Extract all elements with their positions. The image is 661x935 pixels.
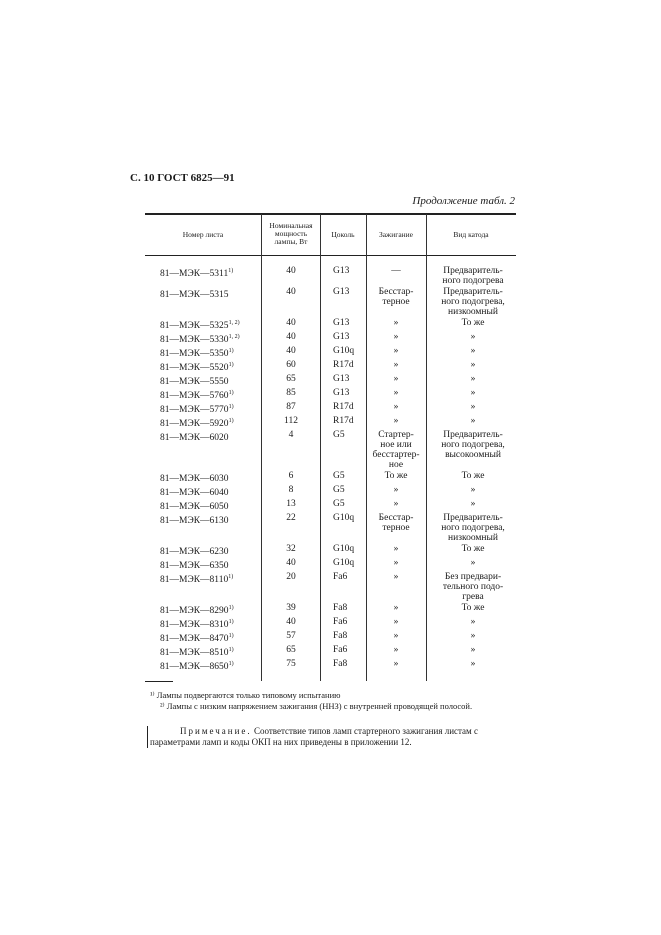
cathode-value: Без предвари- тельного подо- грева: [442, 572, 504, 602]
sheet-number-text: 81—МЭК—5350: [160, 349, 229, 360]
cathode-value: »: [470, 346, 476, 356]
cap-value: G5: [333, 499, 345, 509]
sheet-number-text: 81—МЭК—6030: [160, 474, 229, 485]
ignition-value: »: [393, 659, 399, 669]
cap-value: G10q: [333, 513, 355, 523]
sheet-number: [160, 266, 260, 279]
sheet-number: [160, 617, 260, 630]
ignition-value: »: [393, 603, 399, 613]
footnote-ref: 1): [228, 268, 234, 274]
ignition-value: »: [393, 360, 399, 370]
cathode-value: »: [470, 659, 476, 669]
cap-value: G13: [333, 318, 350, 328]
cap-value: Fa8: [333, 603, 348, 613]
cap-value: G13: [333, 266, 350, 276]
power-value: 40: [286, 318, 296, 328]
footnote-ref: 1): [228, 404, 234, 410]
sheet-number-text: 81—МЭК—5760: [160, 391, 229, 402]
ignition-value: Бесстар- терное: [378, 287, 414, 307]
cathode-value: »: [470, 416, 476, 426]
ignition-value: »: [393, 388, 399, 398]
cap-value: G13: [333, 332, 350, 342]
sheet-number-text: 81—МЭК—5770: [160, 405, 229, 416]
sheet-number: [160, 360, 260, 373]
ignition-value: —: [391, 266, 401, 276]
cathode-value: »: [470, 645, 476, 655]
cathode-value: »: [470, 388, 476, 398]
power-value: 40: [286, 617, 296, 627]
cap-value: G13: [333, 388, 350, 398]
note-text: Соответствие типов ламп стартерного зажигания листам с параметрами ламп и коды ОКП на них приведены в приложении 12.: [150, 726, 478, 747]
sheet-number: [160, 544, 260, 557]
sheet-number-text: 81—МЭК—5550: [160, 377, 229, 388]
note-label: Примечание.: [180, 726, 252, 736]
cap-value: G5: [333, 430, 345, 440]
sheet-number: [160, 287, 260, 300]
ignition-value: »: [393, 572, 399, 582]
cathode-value: »: [470, 631, 476, 641]
sheet-number: [160, 603, 260, 616]
cathode-value: »: [470, 485, 476, 495]
footnote-ref: 1): [228, 661, 234, 667]
sheet-number-text: 81—МЭК—8510: [160, 648, 229, 659]
cathode-value: Предваритель- ного подогрева, низкоомный: [441, 287, 505, 317]
power-value: 40: [286, 266, 296, 276]
sheet-number-text: 81—МЭК—8650: [160, 662, 229, 673]
cap-value: R17d: [333, 402, 354, 412]
sheet-number-text: 81—МЭК—5315: [160, 290, 229, 301]
sheet-number: [160, 318, 260, 331]
footnote-ref: 1, 2): [228, 334, 240, 340]
power-value: 65: [286, 374, 296, 384]
power-value: 40: [286, 346, 296, 356]
power-value: 13: [286, 499, 296, 509]
power-value: 4: [288, 430, 294, 440]
power-value: 39: [286, 603, 296, 613]
sheet-number: [160, 374, 260, 387]
cap-value: G10q: [333, 558, 355, 568]
sheet-number-text: 81—МЭК—8110: [160, 575, 229, 586]
footnote-2: ²⁾ Лампы с низким напряжением зажигания (ННЗ) с внутренней проводящей полосой.: [160, 701, 473, 711]
cap-value: Fa6: [333, 617, 348, 627]
sheet-number: [160, 388, 260, 401]
sheet-number-text: 81—МЭК—5311: [160, 269, 229, 280]
cap-value: G10q: [333, 544, 355, 554]
sheet-number-text: 81—МЭК—6050: [160, 502, 229, 513]
sheet-number-text: 81—МЭК—6350: [160, 561, 229, 572]
sheet-number-text: 81—МЭК—8470: [160, 634, 229, 645]
cathode-value: То же: [461, 544, 485, 554]
cathode-value: »: [470, 499, 476, 509]
footnote-rule: [145, 681, 173, 682]
cap-value: G13: [333, 374, 350, 384]
sheet-number: [160, 572, 260, 585]
cathode-value: »: [470, 617, 476, 627]
power-value: 112: [284, 416, 298, 426]
table-continuation-label: Продолжение табл. 2: [412, 195, 515, 207]
cap-value: Fa8: [333, 631, 348, 641]
ignition-value: То же: [384, 471, 408, 481]
sheet-number: [160, 430, 260, 443]
ignition-value: »: [393, 544, 399, 554]
sheet-number-text: 81—МЭК—6230: [160, 547, 229, 558]
ignition-value: »: [393, 631, 399, 641]
sheet-number-text: 81—МЭК—6040: [160, 488, 229, 499]
sheet-number: [160, 485, 260, 498]
sheet-number: [160, 645, 260, 658]
power-value: 20: [286, 572, 296, 582]
column-divider: [320, 214, 321, 681]
col-header-sheet: Номер листа: [182, 230, 224, 239]
cap-value: G13: [333, 287, 350, 297]
footnote-ref: 1): [228, 647, 234, 653]
cap-value: Fa8: [333, 659, 348, 669]
footnote-ref: 1): [228, 348, 234, 354]
footnote-ref: 1): [228, 362, 234, 368]
ignition-value: Бесстар- терное: [378, 513, 414, 533]
sheet-number: [160, 513, 260, 526]
power-value: 65: [286, 645, 296, 655]
cathode-value: »: [470, 402, 476, 412]
cathode-value: »: [470, 360, 476, 370]
column-divider: [426, 214, 427, 681]
sheet-number: [160, 558, 260, 571]
ignition-value: »: [393, 374, 399, 384]
ignition-value: »: [393, 645, 399, 655]
cap-value: R17d: [333, 416, 354, 426]
ignition-value: »: [393, 332, 399, 342]
sheet-number-text: 81—МЭК—8310: [160, 620, 229, 631]
power-value: 57: [286, 631, 296, 641]
cathode-value: »: [470, 374, 476, 384]
ignition-value: »: [393, 416, 399, 426]
cathode-value: »: [470, 332, 476, 342]
power-value: 40: [286, 558, 296, 568]
sheet-number: [160, 402, 260, 415]
col-header-ignition: Зажигание: [378, 230, 414, 239]
power-value: 8: [288, 485, 294, 495]
ignition-value: »: [393, 402, 399, 412]
power-value: 85: [286, 388, 296, 398]
sheet-number: [160, 499, 260, 512]
sheet-number: [160, 471, 260, 484]
footnote-ref: 1): [228, 390, 234, 396]
footnote-ref: 1): [228, 619, 234, 625]
cap-value: Fa6: [333, 645, 348, 655]
cathode-value: То же: [461, 603, 485, 613]
power-value: 60: [286, 360, 296, 370]
power-value: 40: [286, 287, 296, 297]
col-header-cap: Цоколь: [331, 230, 355, 239]
ignition-value: »: [393, 346, 399, 356]
sheet-number: [160, 631, 260, 644]
power-value: 6: [288, 471, 294, 481]
footnote-ref: 1): [228, 418, 234, 424]
table-top-rule: [145, 213, 516, 215]
ignition-value: »: [393, 499, 399, 509]
cap-value: G10q: [333, 346, 355, 356]
footnote-ref: 1): [228, 605, 234, 611]
sheet-number-text: 81—МЭК—5520: [160, 363, 229, 374]
sheet-number: [160, 416, 260, 429]
footnote-ref: 1): [228, 633, 234, 639]
cap-value: G5: [333, 471, 345, 481]
power-value: 40: [286, 332, 296, 342]
col-header-power: Номинальная мощность лампы, Вт: [269, 221, 313, 246]
page-header: С. 10 ГОСТ 6825—91: [130, 172, 235, 184]
cap-value: R17d: [333, 360, 354, 370]
sheet-number-text: 81—МЭК—6130: [160, 516, 229, 527]
cathode-value: То же: [461, 471, 485, 481]
table-header-rule: [145, 255, 516, 256]
ignition-value: »: [393, 318, 399, 328]
sheet-number-text: 81—МЭК—5330: [160, 335, 229, 346]
footnote-ref: 1): [228, 574, 234, 580]
power-value: 87: [286, 402, 296, 412]
sheet-number-text: 81—МЭК—8290: [160, 606, 229, 617]
footnote-1: ¹⁾ Лампы подвергаются только типовому испытанию: [150, 690, 341, 700]
sheet-number: [160, 346, 260, 359]
cathode-value: То же: [461, 318, 485, 328]
cathode-value: Предваритель- ного подогрева, низкоомный: [441, 513, 505, 543]
cathode-value: Предваритель- ного подогрева: [442, 266, 504, 286]
cap-value: G5: [333, 485, 345, 495]
note: [150, 726, 520, 748]
cathode-value: Предваритель- ного подогрева, высокоомный: [441, 430, 505, 460]
cathode-value: »: [470, 558, 476, 568]
sheet-number: [160, 332, 260, 345]
ignition-value: Стартер- ное или бесстартер- ное: [372, 430, 420, 470]
ignition-value: »: [393, 485, 399, 495]
power-value: 75: [286, 659, 296, 669]
cap-value: Fa6: [333, 572, 348, 582]
ignition-value: »: [393, 617, 399, 627]
sheet-number: [160, 659, 260, 672]
power-value: 32: [286, 544, 296, 554]
note-margin-bar: [147, 726, 148, 748]
footnote-ref: 1, 2): [228, 320, 240, 326]
col-header-cathode: Вид катода: [453, 230, 489, 239]
sheet-number-text: 81—МЭК—5920: [160, 419, 229, 430]
ignition-value: »: [393, 558, 399, 568]
sheet-number-text: 81—МЭК—5325: [160, 321, 229, 332]
sheet-number-text: 81—МЭК—6020: [160, 433, 229, 444]
power-value: 22: [286, 513, 296, 523]
